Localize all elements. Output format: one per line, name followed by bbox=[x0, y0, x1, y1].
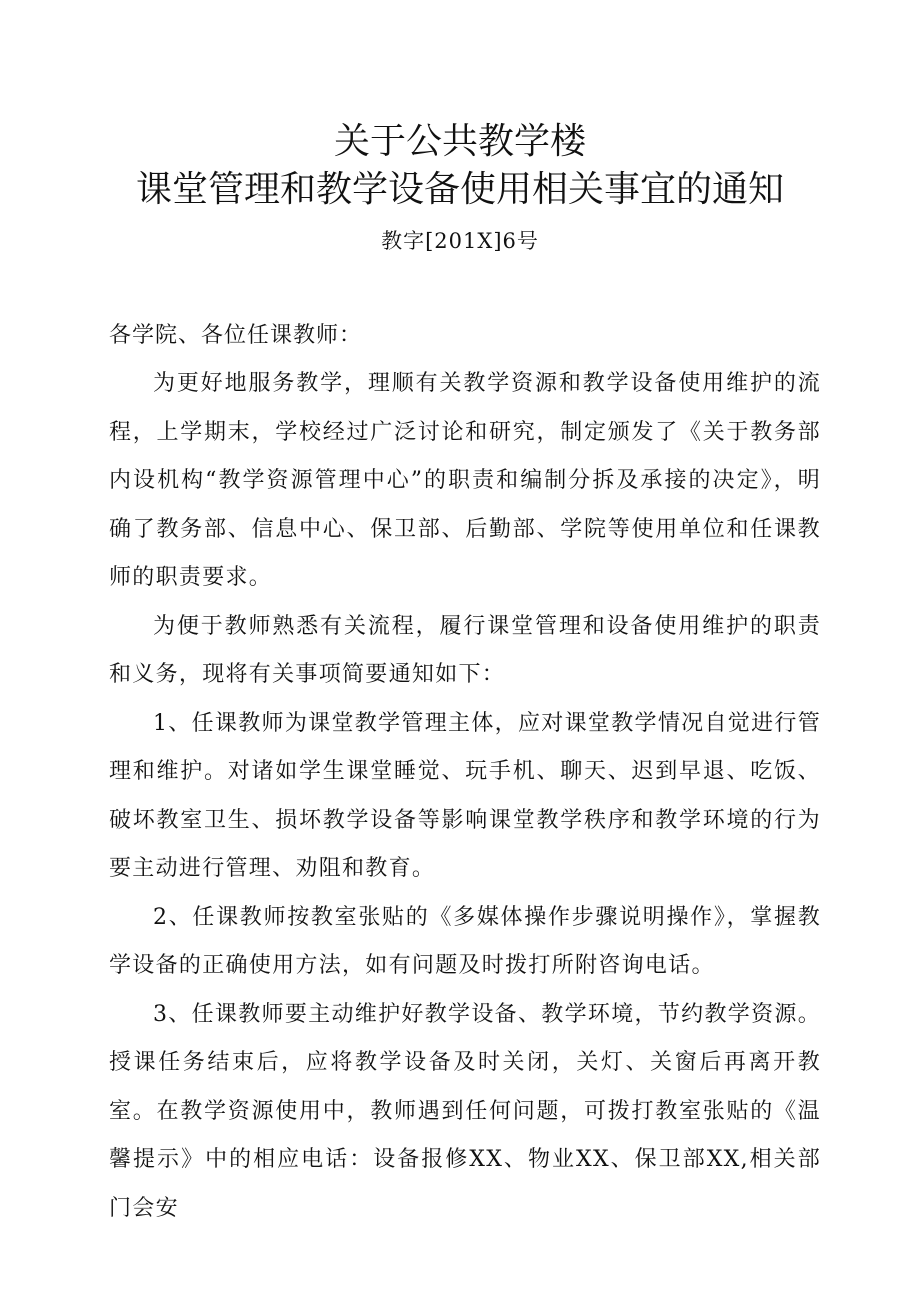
document-title-line2: 课堂管理和教学设备使用相关事宜的通知 bbox=[135, 169, 784, 210]
paragraph-item-1: 1、任课教师为课堂教学管理主体，应对课堂教学情况自觉进行管理和维护。对诸如学生课堂睡觉、玩手机、聊天、迟到早退、吃饭、破坏教室卫生、损坏教学设备等影响课堂教学秩序和教学环境的行为要主动进行管理、劝阻和教育。 bbox=[109, 710, 821, 881]
salutation: 各学院、各位任课教师： bbox=[109, 323, 363, 348]
paragraph-purpose: 为便于教师熟悉有关流程，履行课堂管理和设备使用维护的职责和义务，现将有关事项简要通知如下： bbox=[109, 613, 821, 687]
paragraph-item-2: 2、任课教师按教室张贴的《多媒体操作步骤说明操作》，掌握教学设备的正确使用方法，如有问题及时拨打所附咨询电话。 bbox=[109, 904, 821, 978]
paragraph-intro: 为更好地服务教学，理顺有关教学资源和教学设备使用维护的流程，上学期末，学校经过广泛讨论和研究，制定颁发了《关于教务部内设机构“教学资源管理中心”的职责和编制分拆及承接的决定》，明确了教务部、信息中心、保卫部、后勤部、学院等使用单位和任课教师的职责要求。 bbox=[109, 371, 821, 590]
document-number: 教字[201X]6号 bbox=[381, 229, 539, 253]
paragraph-item-3: 3、任课教师要主动维护好教学设备、教学环境，节约教学资源。授课任务结束后，应将教学设备及时关闭，关灯、关窗后再离开教室。在教学资源使用中，教师遇到任何问题，可拨打教室张贴的《温馨提示》中的相应电话：设备报修XX、物业XX、保卫部XX,相关部门会安 bbox=[109, 1001, 821, 1221]
document-title-line1: 关于公共教学楼 bbox=[333, 121, 586, 162]
notice-body bbox=[109, 360, 821, 1233]
